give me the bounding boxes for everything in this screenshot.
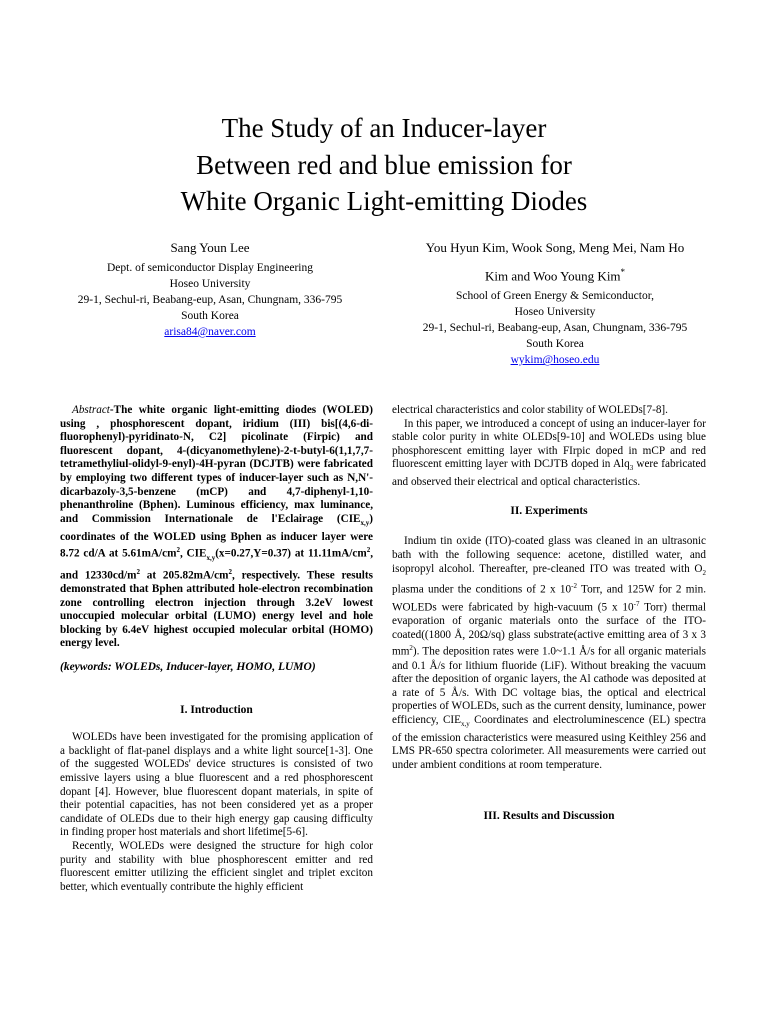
section-heading-experiments: II. Experiments	[510, 504, 588, 517]
title-line-1: The Study of an Inducer-layer	[221, 113, 547, 143]
body-paragraph: electrical characteristics and color stability of WOLEDs[7-8].	[392, 404, 668, 416]
abstract-paragraph: Abstract-The white organic light-emitting diodes (WOLED) using , phosphorescent dopant, iridium (III) bis[(4,6-di-fluorophenyl)-pyridinato-N, C2] picolinate (Firpic) and fluorescent dopant, 4-(dicyanomethylene)-2-t-butyl-6(1,1,7,7- tetramethyliul-olidyl-9-enyl)-4H-pyran (DCJTB) were fabricated by employing two different types of inducer-layer such as N,N'-dicarbazoly-3,5-benzene (mCP) and 4,7-diphenyl-1,10- phenanthroline (Bphen). Luminous efficiency, max luminance, and Commission Internationale de l'Eclairage $(CIE_{x,y})$ coordinates of the WOLED using Bphen as inducer layer were 8.72 cd/A at $5.61mA/cm^2$, $CIE_{x,y}(x=0.27,Y=0.37)$ at $11.11mA/cm^2$, and $12330cd/m^2$ at $205.82mA/cm^2$, respectively. These results demonstrated that Bphen attributed hole-electron recombination zone controlling electron injection through 3.2eV lowest unoccupied molecular orbital (LUMO) energy level and hole blocking by 6.4eV highest occupied molecular orbital (HOMO) energy level.	[60, 404, 373, 650]
author-block-left	[50, 235, 370, 340]
intro-paragraph: Recently, WOLEDs were designed the structure for high color purity and stability with blue phosphorescent emitter and red fluorescent emitter utilizing the efficient singlet and triplet exciton better, which eventually contribute the highly efficient	[60, 839, 373, 893]
author-dept: School of Green Energy & Semiconductor,	[456, 290, 654, 303]
paper-title	[0, 110, 768, 220]
author-email-link[interactable]: wykim@hoseo.edu	[510, 354, 600, 367]
section-heading-results: III. Results and Discussion	[483, 809, 615, 822]
author-block-right	[400, 235, 710, 368]
intro-paragraph: WOLEDs have been investigated for the promising application of a backlight of flat-panel displays and a white light source[1-3]. One of the suggested WOLEDs' device structures is consisted of two emissive layers using a blue fluorescent and a red phosphorescent dopant [4]. However, blue fluorescent dopant materials, in spite of their potential capacities, has not been considered yet as a proper candidate of OLEDs due to their high energy gap causing difficulty in finding proper host materials and short lifetime[5-6].	[60, 731, 373, 839]
author-university: Hoseo University	[514, 306, 596, 319]
author-dept: Dept. of semiconductor Display Engineering	[107, 262, 313, 274]
author-address: 29-1, Sechul-ri, Beabang-eup, Asan, Chungnam, 336-795	[422, 322, 688, 335]
author-university: Hoseo University	[169, 278, 251, 290]
title-line-2: Between red and blue emission for	[196, 149, 572, 180]
keywords: (keywords: WOLEDs, Inducer-layer, HOMO, LUMO)	[60, 661, 316, 674]
author-country: South Korea	[526, 338, 584, 351]
author-country: South Korea	[181, 310, 239, 322]
body-paragraph: In this paper, we introduced a concept of using an inducer-layer for stable color purity in white OLEDs[9-10] and WOLEDs using blue phosphorescent emitting layer with FIrpic doped in mCP and red fluorescent emitting layer with DCJTB doped in Alq$_3$ were fabricated and observed their electrical and optical characteristics.	[392, 417, 706, 489]
author-names-line1: You Hyun Kim, Wook Song, Meng Mei, Nam Ho	[425, 240, 685, 255]
corresponding-author-mark: *	[620, 267, 626, 277]
left-column	[60, 404, 373, 894]
experiments-paragraph: Indium tin oxide (ITO)-coated glass was cleaned in an ultrasonic bath with the following sequence: acetone, distilled water, and isopropyl alcohol. Thereafter, pre-cleaned ITO was treated with $O_2$ plasma under the conditions of 2 x $10^{-2}$ Torr, and 125W for 2 min. WOLEDs were fabricated by high-vacuum (5 x $10^{-7}$ Torr) thermal evaporation of organic materials onto the surface of the ITO-coated((1800 Å, 20Ω/sq) glass substrate(active emitting area of 3 x 3 $mm^2$). The deposition rates were 1.0~1.1 Å/s for all organic materials and 0.1 Å/s for lithium fluoride (LiF). Without breaking the vacuum after the deposition of organic layers, the Al cathode was deposited at a rate of 5 Å/s. With DC voltage bias, the optical and electrical properties of WOLEDs, such as the current density, luminance, power efficiency, $CIE_{x,y}$ Coordinates and electroluminescence (EL) spectra of the emission characteristics were measured using Keithley 256 and LMS PR-650 spectra colorimeter. All measurements were carried out under ambient conditions at room temperature.	[392, 535, 707, 771]
author-email-link[interactable]: arisa84@naver.com	[164, 326, 256, 338]
author-name: Sang Youn Lee	[170, 240, 250, 255]
title-line-3: White Organic Light-emitting Diodes	[180, 186, 588, 216]
right-column	[392, 404, 706, 823]
author-names-line2: Kim and Woo Young Kim*	[484, 267, 626, 284]
author-address: 29-1, Sechul-ri, Beabang-eup, Asan, Chungnam, 336-795	[77, 294, 343, 306]
section-heading-introduction: I. Introduction	[180, 703, 253, 716]
